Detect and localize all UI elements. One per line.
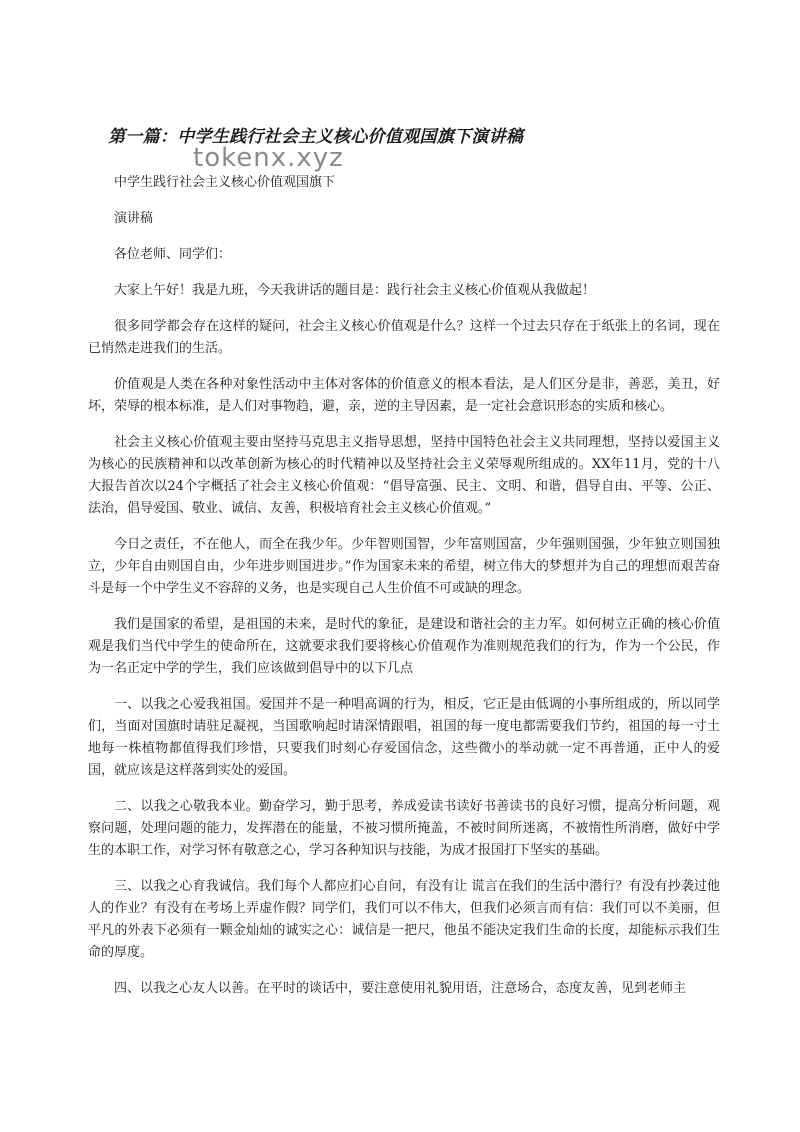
paragraph: 四、以我之心友人以善。在平时的谈话中，要注意使用礼貌用语，注意场合，态度友善，见到老师主 (114, 981, 687, 996)
paragraph: 我们是国家的希望，是祖国的未来，是时代的象征，是建设和谐社会的主力军。如何树立正确的核心价值观是我们当代中学生的使命所在，这就要求我们要将核心价值观作为准则规范我们的行为，作为一个公民，作为一名正定中学的学生，我们应该做到倡导中的以下几点 (88, 617, 720, 676)
paragraph: 一、以我之心爱我祖国。爱国并不是一种唱高调的行为，相反，它正是由低调的小事所组成的，所以同学们，当面对国旗时请驻足凝视，当国歌响起时请深情跟唱，祖国的每一度电都需要我们节约，祖国的每一寸土地每一株植物都值得我们珍惜，只要我们时刻心存爱国信念，这些微小的举动就一定不再普通，正中人的爱国，就应该是这样落到实处的爱国。 (88, 697, 720, 778)
paragraph: 社会主义核心价值观主要由坚持马克思主义指导思想，坚持中国特色社会主义共同理想，坚持以爱国主义为核心的民族精神和以改革创新为核心的时代精神以及坚持社会主义荣辱观所组成的。XX年11月，党的十八大报告首次以24个字概括了社会主义核心价值观：“倡导富强、民主、文明、和谐，倡导自由、平等、公正、法治，倡导爱国、敬业、诚信、友善，积极培育社会主义核心价值观。” (88, 435, 720, 516)
paragraph: 三、以我之心育我诚信。我们每个人都应扪心自问，有没有让 谎言在我们的生活中潜行？有没有抄袭过他人的作业？有没有在考场上弄虚作假？同学们，我们可以不伟大，但我们必须言而有信：我们可以不美丽，但平凡的外表下必须有一颗金灿灿的诚实之心：诚信是一把尺，他虽不能决定我们生命的长度，却能标示我们生命的厚度。 (88, 879, 720, 960)
document-title: 第一篇：中学生践行社会主义核心价值观国旗下演讲稿 (108, 127, 524, 147)
paragraph: 今日之责任，不在他人，而全在我少年。少年智则国智，少年富则国富，少年强则国强，少年独立则国独立，少年自由则国自由，少年进步则国进步。”作为国家未来的希望，树立伟大的梦想并为自己的理想而艰苦奋斗是每一个中学生义不容辞的义务，也是实现自己人生价值不可或缺的理念。 (88, 537, 720, 596)
paragraph: 各位老师、同学们： (114, 247, 232, 262)
paragraph: 中学生践行社会主义核心价值观国旗下 (114, 175, 336, 190)
watermark: tokenx.xyz (193, 143, 344, 173)
paragraph: 大家上午好！我是九班，今天我讲话的题目是：践行社会主义核心价值观从我做起！ (114, 283, 596, 298)
paragraph: 价值观是人类在各种对象性活动中主体对客体的价值意义的根本看法，是人们区分是非，善恶，美丑，好坏，荣辱的根本标准，是人们对事物趋，避，亲，逆的主导因素，是一定社会意识形态的实质和核心。 (88, 377, 720, 414)
paragraph: 演讲稿 (114, 211, 154, 226)
document-body (88, 172, 720, 1014)
paragraph: 很多同学都会存在这样的疑问，社会主义核心价值观是什么？这样一个过去只存在于纸张上的名词，现在已悄然走进我们的生活。 (88, 319, 720, 356)
paragraph: 二、以我之心敬我本业。勤奋学习，勤于思考，养成爱读书读好书善读书的良好习惯，提高分析问题，观察问题，处理问题的能力，发挥潜在的能量，不被习惯所掩盖，不被时间所迷离，不被惰性所消磨，做好中学生的本职工作，对学习怀有敬意之心，学习各种知识与技能，为成才报国打下坚实的基础。 (88, 799, 720, 858)
